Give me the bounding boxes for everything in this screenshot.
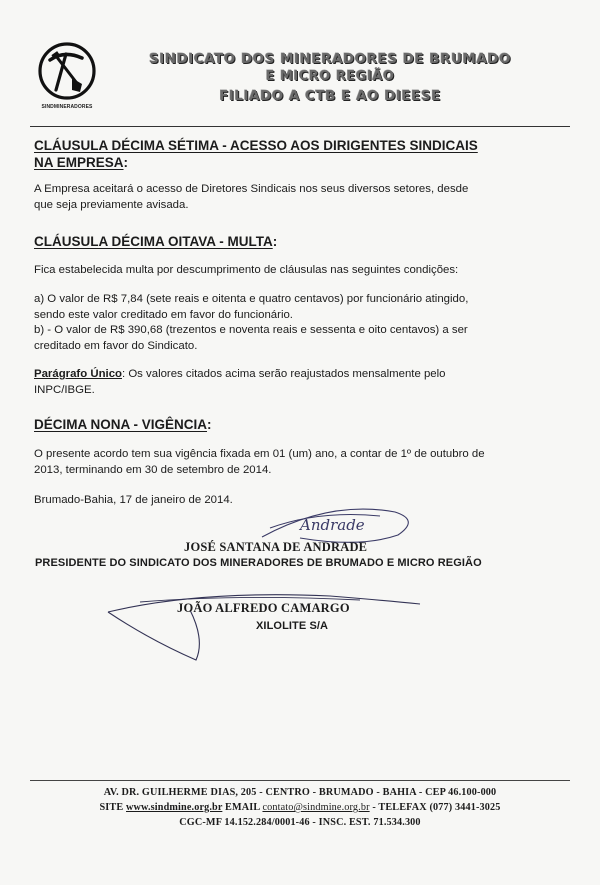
signature1-script: Andrade	[300, 516, 365, 534]
signatory2-company: XILOLITE S/A	[256, 620, 329, 632]
clause19-body-line2: 2013, terminando em 30 de setembro de 2014.	[34, 463, 272, 476]
footer-site-link[interactable]: www.sindmine.org.br	[126, 802, 223, 813]
clause18-heading-colon: :	[272, 234, 278, 249]
clause17-body-line2: que seja previamente avisada.	[34, 198, 189, 211]
signatory2-name: JOÃO ALFREDO CAMARGO	[177, 601, 350, 615]
clause18-item-a-line2: sendo este valor creditado em favor do funcionário.	[34, 308, 293, 321]
clause18-item-a-line1: a) O valor de R$ 7,84 (sete reais e oitenta e quatro centavos) por funcionário atingido,	[34, 293, 469, 305]
footer-email-label: EMAIL	[222, 802, 263, 813]
footer-site-label: SITE	[99, 802, 127, 813]
footer-address: AV. DR. GUILHERME DIAS, 205 - CENTRO - BRUMADO - BAHIA - CEP 46.100-000	[103, 787, 497, 798]
header-union-name: SINDICATO DOS MINERADORES DE BRUMADO	[149, 51, 511, 67]
clause17-heading-line1: CLÁUSULA DÉCIMA SÉTIMA - ACESSO AOS DIRIGENTES SINDICAIS	[34, 138, 478, 153]
clause18-intro: Fica estabelecida multa por descumprimento de cláusulas nas seguintes condições:	[34, 264, 459, 276]
clause19-heading-colon: :	[207, 417, 212, 432]
logo-caption: SINDMINERADORES	[41, 104, 93, 110]
header-region: E MICRO REGIÃO	[265, 69, 395, 84]
clause19-body-line1: O presente acordo tem sua vigência fixada em 01 (um) ano, a contar de 1º de outubro de	[34, 448, 485, 460]
footer-contact	[0, 802, 600, 813]
footer-phone: - TELEFAX (077) 3441-3025	[369, 802, 501, 813]
place-date: Brumado-Bahia, 17 de janeiro de 2014.	[34, 494, 233, 506]
paragraph-line2: INPC/IBGE.	[34, 383, 95, 396]
clause17-heading-line2: NA EMPRESA	[34, 155, 124, 170]
clause17-heading-colon: :	[123, 155, 129, 170]
footer-registry: CGC-MF 14.152.284/0001-46 - INSC. EST. 71.534.300	[179, 817, 421, 828]
paragraph-label: Parágrafo Único	[34, 368, 122, 380]
footer-email-link[interactable]: contato@sindmine.org.br	[262, 802, 370, 813]
paragraph-line1: : Os valores citados acima serão reajustados mensalmente pelo	[121, 368, 446, 380]
footer-divider	[30, 780, 570, 781]
clause18-item-b-line1: b) - O valor de R$ 390,68 (trezentos e noventa reais e sessenta e oito centavos) a ser	[34, 324, 468, 336]
clause18-heading-text: CLÁUSULA DÉCIMA OITAVA - MULTA	[34, 234, 273, 249]
clause19-heading-text: DÉCIMA NONA - VIGÊNCIA	[34, 417, 208, 432]
signatory1-title: PRESIDENTE DO SINDICATO DOS MINERADORES DE BRUMADO E MICRO REGIÃO	[35, 557, 482, 569]
clause18-item-b-line2: creditado em favor do Sindicato.	[34, 339, 198, 352]
header-affiliation: FILIADO A CTB E AO DIEESE	[219, 88, 441, 104]
clause17-body-line1: A Empresa aceitará o acesso de Diretores Sindicais nos seus diversos setores, desde	[34, 183, 469, 195]
signatory1-name: JOSÉ SANTANA DE ANDRADE	[184, 540, 368, 554]
